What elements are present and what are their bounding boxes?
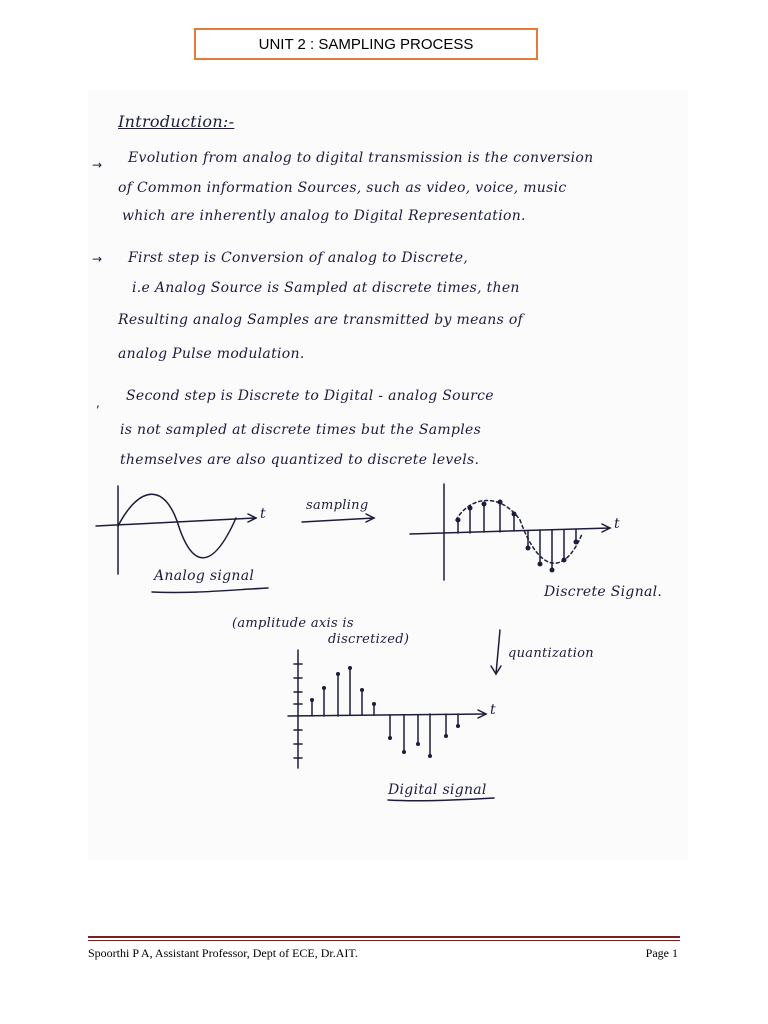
page-title: UNIT 2 : SAMPLING PROCESS: [194, 28, 538, 60]
analog-signal-label: Analog signal: [154, 568, 255, 584]
comma-bullet: ,: [96, 396, 100, 410]
note-line-8: Second step is Discrete to Digital - analog Source: [126, 388, 494, 404]
sampling-arrow: [302, 518, 374, 522]
amplitude-note-line-2: discretized): [328, 632, 410, 647]
note-line-3: which are inherently analog to Digital Representation.: [122, 208, 526, 224]
note-line-5: i.e Analog Source is Sampled at discrete times, then: [132, 280, 520, 296]
footer-author: Spoorthi P A, Assistant Professor, Dept of ECE, Dr.AIT.: [88, 946, 358, 960]
analog-label-underline: [152, 588, 268, 593]
amplitude-note-line-1: (amplitude axis is: [232, 616, 354, 631]
note-line-2: of Common information Sources, such as video, voice, music: [118, 180, 567, 196]
quantization-label: quantization: [508, 646, 594, 661]
analog-sine-wave: [118, 494, 236, 558]
digital-t-label: t: [490, 702, 496, 718]
footer-rule-thin: [88, 940, 680, 941]
analog-t-label: t: [260, 506, 266, 522]
notes-heading: Introduction:-: [118, 112, 235, 131]
note-line-7: analog Pulse modulation.: [118, 346, 305, 362]
discrete-t-axis: [410, 528, 610, 534]
footer-page-number: Page 1: [645, 946, 678, 960]
note-line-1: Evolution from analog to digital transmission is the conversion: [128, 150, 594, 166]
note-line-10: themselves are also quantized to discrete levels.: [120, 452, 480, 468]
sampling-label: sampling: [306, 498, 369, 513]
note-line-4: First step is Conversion of analog to Discrete,: [128, 250, 469, 266]
footer-rule: [88, 936, 680, 938]
digital-label-underline: [388, 798, 494, 801]
discrete-signal-label: Discrete Signal.: [544, 584, 663, 600]
digital-t-axis: [288, 714, 486, 716]
discrete-t-label: t: [614, 516, 620, 532]
arrow-bullet-2: →: [92, 252, 103, 266]
arrow-bullet-1: →: [92, 158, 103, 172]
note-line-9: is not sampled at discrete times but the Samples: [120, 422, 482, 438]
note-line-6: Resulting analog Samples are transmitted by means of: [118, 312, 524, 328]
digital-signal-label: Digital signal: [388, 782, 487, 798]
